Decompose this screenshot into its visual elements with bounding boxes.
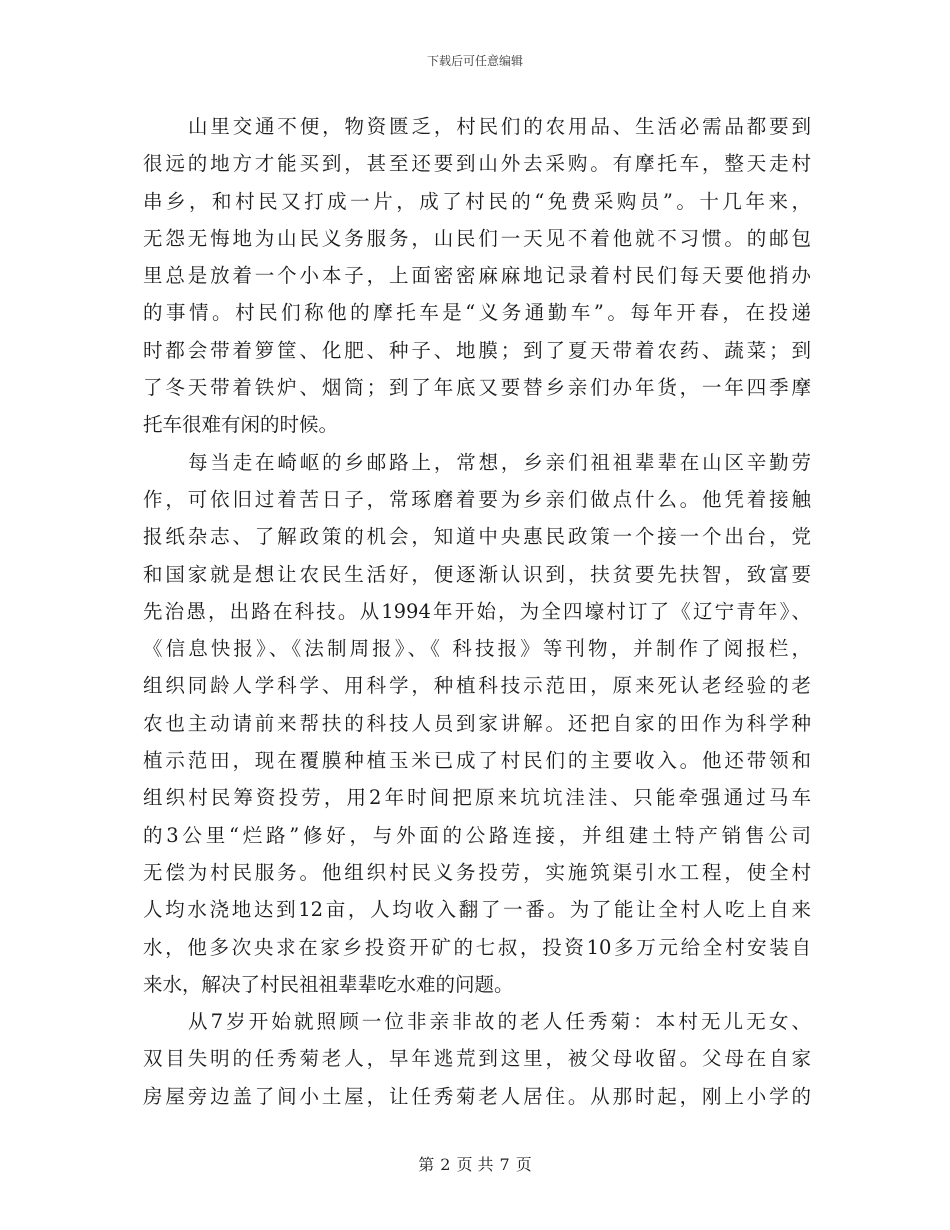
page-header: 下载后可任意编辑 xyxy=(426,54,523,68)
text-line: 双目失明的任秀菊老人，早年逃荒到这里，被父母收留。父母在自家 xyxy=(143,1047,811,1071)
text-line: 来水，解决了村民祖祖辈辈吃水难的问题。 xyxy=(143,972,514,996)
text-line: 房屋旁边盖了间小土屋，让任秀菊老人居住。从那时起，刚上小学的 xyxy=(143,1084,811,1108)
page-footer xyxy=(0,1152,950,1175)
text-line: 组织同龄人学科学、用科学，种植科技示范田，原来死认老经验的老 xyxy=(143,674,811,698)
text-line: 很远的地方才能买到，甚至还要到山外去采购。有摩托车，整天走村 xyxy=(143,152,811,176)
text-line: 时都会带着箩筐、化肥、种子、地膜；到了夏天带着农药、蔬菜；到 xyxy=(143,338,811,362)
text-line: 山里交通不便，物资匮乏，村民们的农用品、生活必需品都要到 xyxy=(188,115,811,138)
text-line: 组织村民筹资投劳，用2年时间把原来坑坑洼洼、只能牵强通过马车 xyxy=(143,786,811,810)
text-line: 从7岁开始就照顾一位非亲非故的老人任秀菊：本村无儿无女、 xyxy=(188,1010,811,1034)
text-line: 了冬天带着铁炉、烟筒；到了年底又要替乡亲们办年货，一年四季摩 xyxy=(143,376,811,400)
page-number: 2 xyxy=(440,1155,451,1174)
text-line: 《信息快报》、《法制周报》、《 科技报》等刊物，并制作了阅报栏， xyxy=(143,637,811,661)
text-line: 先治愚，出路在科技。从1994年开始，为全四壕村订了《辽宁青年》、 xyxy=(143,599,811,623)
text-line: 无偿为村民服务。他组织村民义务投劳，实施筑渠引水工程，使全村 xyxy=(143,860,811,884)
footer-prefix: 第 xyxy=(418,1155,435,1174)
text-line: 无怨无悔地为山民义务服务，山民们一天见不着他就不习惯。的邮包 xyxy=(143,226,811,250)
footer-middle: 页 共 xyxy=(456,1155,494,1174)
text-line: 植示范田，现在覆膜种植玉米已成了村民们的主要收入。他还带领和 xyxy=(143,749,811,773)
text-line: 报纸杂志、了解政策的机会，知道中央惠民政策一个接一个出台，党 xyxy=(143,525,811,549)
text-line: 每当走在崎岖的乡邮路上，常想，乡亲们祖祖辈辈在山区辛勤劳 xyxy=(188,450,811,474)
text-line: 托车很难有闲的时候。 xyxy=(143,413,339,437)
text-line: 的事情。村民们称他的摩托车是“义务通勤车”。每年开春，在投递 xyxy=(143,301,811,325)
page-total: 7 xyxy=(499,1155,510,1174)
text-line: 串乡，和村民又打成一片，成了村民的“免费采购员”。十几年来， xyxy=(143,189,811,213)
document-body xyxy=(143,108,811,1115)
footer-suffix: 页 xyxy=(515,1155,532,1174)
text-line: 农也主动请前来帮扶的科技人员到家讲解。还把自家的田作为科学种 xyxy=(143,711,811,735)
text-line: 作，可依旧过着苦日子，常琢磨着要为乡亲们做点什么。他凭着接触 xyxy=(143,487,811,511)
text-line: 的3公里“烂路”修好，与外面的公路连接，并组建土特产销售公司 xyxy=(143,823,811,847)
text-line: 里总是放着一个小本子，上面密密麻麻地记录着村民们每天要他捎办 xyxy=(143,264,811,288)
text-line: 和国家就是想让农民生活好，便逐渐认识到，扶贫要先扶智，致富要 xyxy=(143,562,811,586)
text-line: 人均水浇地达到12亩，人均收入翻了一番。为了能让全村人吃上自来 xyxy=(143,898,811,922)
text-line: 水，他多次央求在家乡投资开矿的七叔，投资10多万元给全村安装自 xyxy=(143,935,811,959)
